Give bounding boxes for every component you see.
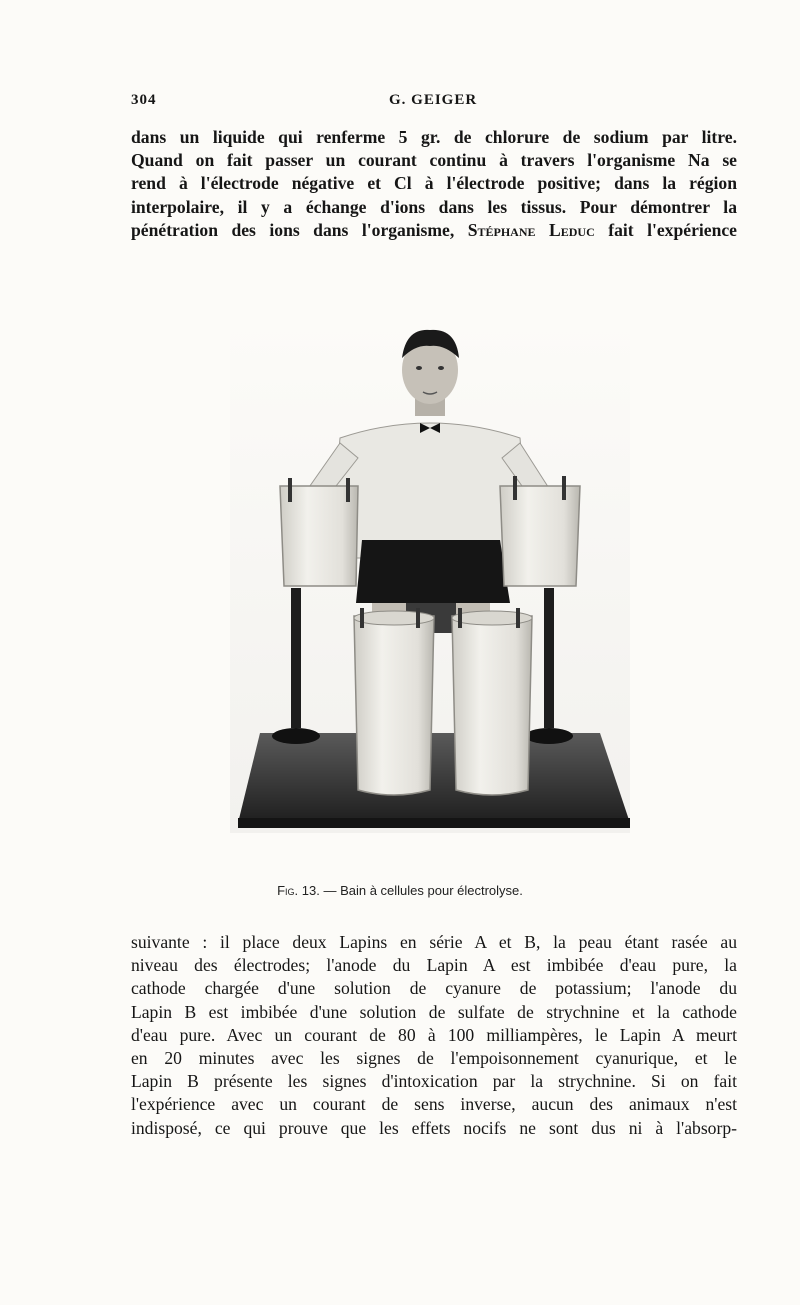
text-line: d'eau pure. Avec un courant de 80 à 100 milliampères, le Lapin A meurt xyxy=(131,1024,737,1045)
caption-text: Bain à cellules pour électrolyse. xyxy=(340,883,523,898)
paragraph-top xyxy=(131,126,737,242)
running-head-author: G. GEIGER xyxy=(389,92,478,108)
text-line: niveau des électrodes; l'anode du Lapin A est imbibée d'eau pure, la xyxy=(131,955,737,976)
text-line: cathode chargée d'une solution de cyanure de potassium; l'anode du xyxy=(131,978,737,999)
text-fragment: pénétration des ions dans l'organisme, xyxy=(131,219,455,240)
figure-caption xyxy=(0,883,800,898)
caption-dash: — xyxy=(323,883,337,898)
text-line: en 20 minutes avec les signes de l'empoisonnement cyanurique, et le xyxy=(131,1047,737,1068)
figure-photograph xyxy=(230,318,630,833)
figure-number: Fig. 13. xyxy=(277,883,320,898)
author-name: Stéphane Leduc xyxy=(467,219,595,240)
running-header xyxy=(131,92,737,114)
text-line: Lapin B présente les signes d'intoxication par la strychnine. Si on fait xyxy=(131,1071,737,1092)
paragraph-bottom xyxy=(131,931,737,1140)
text-line: Lapin B est imbibée d'une solution de sulfate de strychnine et la cathode xyxy=(131,1001,737,1022)
text-line: rend à l'électrode négative et Cl à l'électrode positive; dans la région xyxy=(131,173,737,194)
text-line: interpolaire, il y a échange d'ions dans les tissus. Pour démontrer la xyxy=(131,196,737,217)
text-line: dans un liquide qui renferme 5 gr. de chlorure de sodium par litre. xyxy=(131,127,737,147)
text-line: l'expérience avec un courant de sens inverse, aucun des animaux n'est xyxy=(131,1094,737,1115)
text-line: indisposé, ce qui prouve que les effets nocifs ne sont dus ni à l'absorp- xyxy=(131,1117,737,1138)
text-line: Quand on fait passer un courant continu à travers l'organisme Na se xyxy=(131,150,737,171)
electrolysis-bath-illustration xyxy=(230,318,630,833)
page-number: 304 xyxy=(131,92,157,108)
text-fragment: fait l'expérience xyxy=(608,219,737,240)
text-line-last xyxy=(131,219,737,242)
text-line: suivante : il place deux Lapins en série A et B, la peau étant rasée au xyxy=(131,932,737,952)
